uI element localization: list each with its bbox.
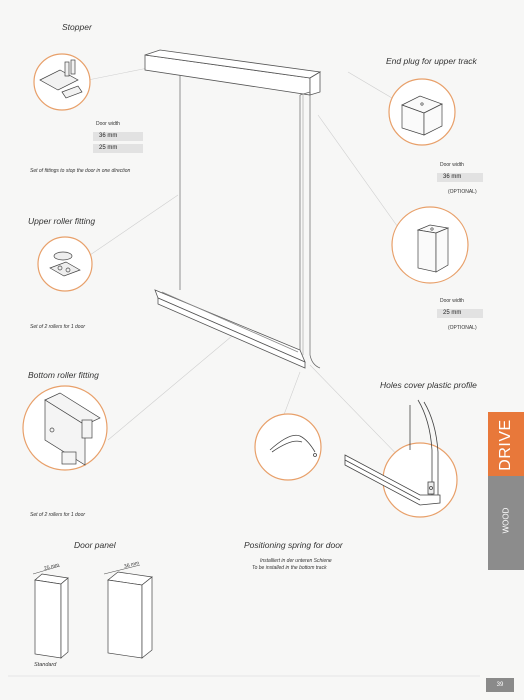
tab-wood-label: WOOD: [501, 507, 511, 534]
door-panel-standard-label: Standard: [34, 662, 57, 668]
end-plug-door-width-label-1: Door width: [440, 162, 464, 168]
stopper-width-25: 25 mm: [93, 144, 143, 153]
bottom-roller-note: Set of 2 rollers for 1 door: [30, 512, 86, 518]
upper-roller-note: Set of 2 rollers for 1 door: [30, 324, 86, 330]
spring-note-de: Installiert in der unteren Schiene: [260, 558, 332, 564]
upper-roller-title: Upper roller fitting: [28, 216, 96, 226]
door-panel-dim-25: 25 mm: [43, 562, 60, 572]
end-plug-door-width-label-2: Door width: [440, 298, 464, 304]
bottom-roller-title: Bottom roller fitting: [28, 370, 99, 380]
end-plug-title: End plug for upper track: [386, 56, 477, 66]
page-number: 39: [486, 678, 514, 692]
stopper-note: Set of fittings to stop the door in one direction: [30, 168, 131, 174]
stopper-title: Stopper: [62, 22, 92, 32]
holes-cover-title: Holes cover plastic profile: [380, 380, 477, 390]
tab-wood[interactable]: [488, 476, 524, 570]
stopper-door-width-label: Door width: [96, 121, 120, 127]
tab-drive-label: DRIVE: [497, 419, 514, 471]
tab-drive[interactable]: [488, 412, 524, 476]
door-panel-title: Door panel: [74, 540, 116, 550]
end-plug-width-25: 25 mm: [437, 309, 483, 318]
end-plug-width-36: 36 mm: [437, 173, 483, 182]
spring-note-en: To be installed in the bottom track: [252, 565, 327, 571]
stopper-width-36: 36 mm: [93, 132, 143, 141]
end-plug-optional-1: (OPTIONAL): [448, 189, 477, 195]
end-plug-optional-2: (OPTIONAL): [448, 325, 477, 331]
spring-title: Positioning spring for door: [244, 540, 343, 550]
door-panel-dim-36: 36 mm: [123, 560, 140, 570]
